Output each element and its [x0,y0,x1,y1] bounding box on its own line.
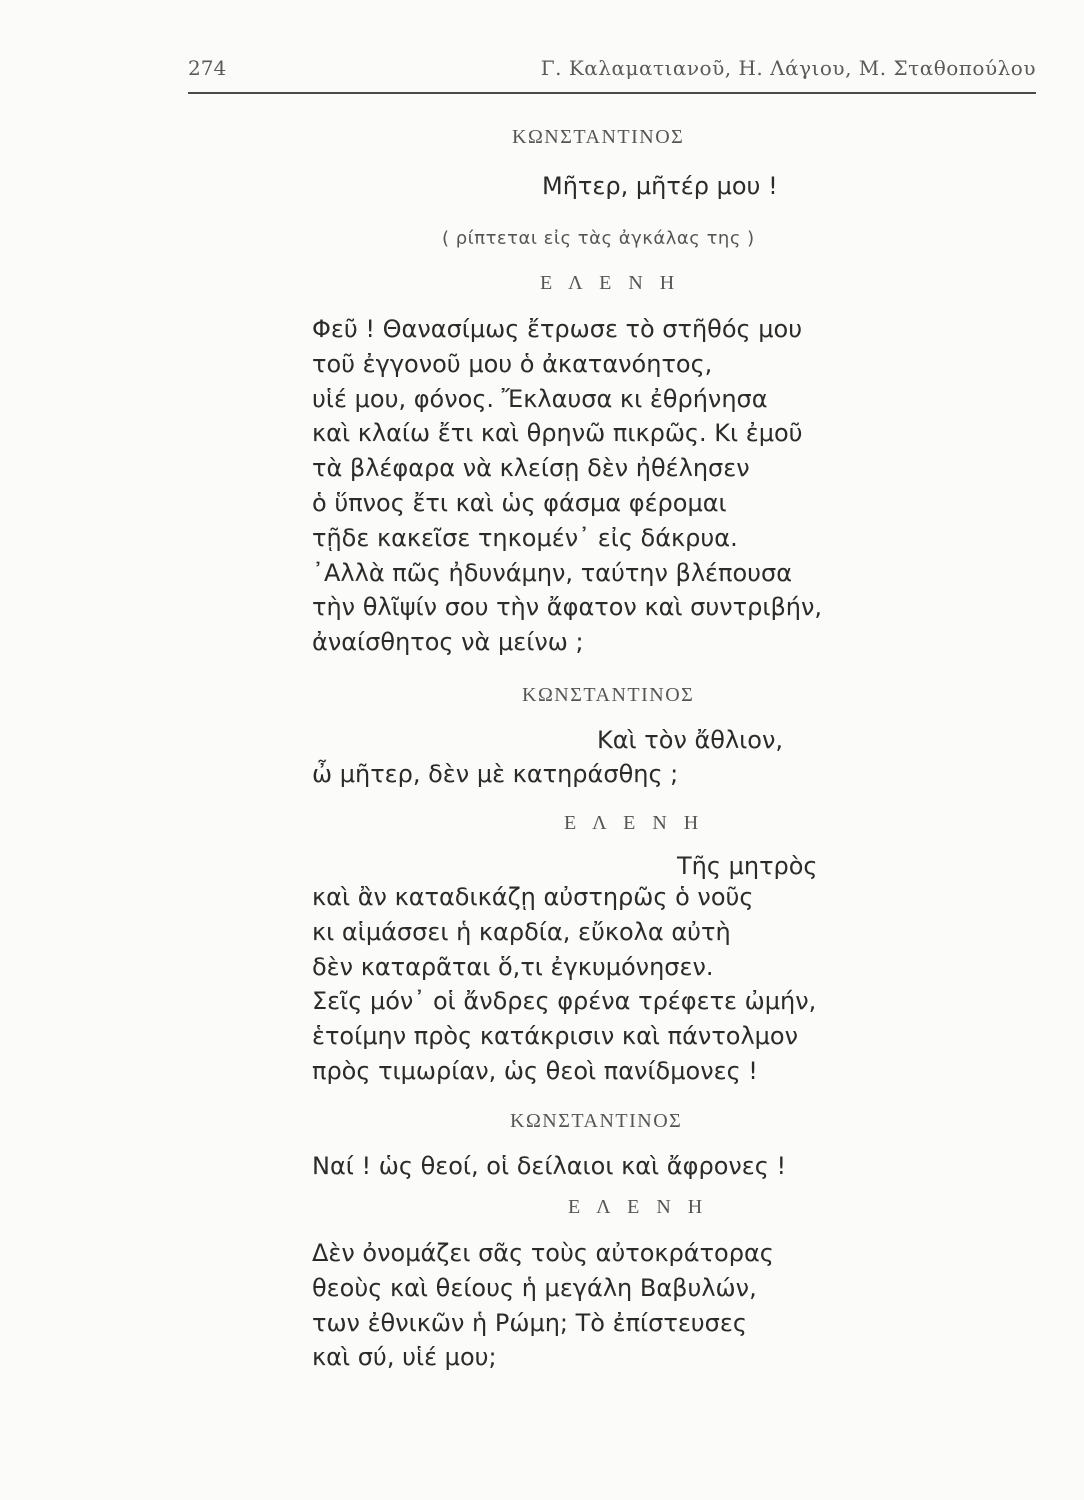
verse-line: ἀναίσθητος νὰ μείνω ; [312,628,584,657]
verse-line: καὶ κλαίω ἔτι καὶ θρηνῶ πικρῶς. Κι ἐμοῦ [312,419,803,448]
verse-line: δὲν καταρᾶται ὅ,τι ἐγκυμόνησεν. [312,952,714,981]
speaker-name: ΚΩΝΣΤΑΝΤΙΝΟΣ [512,126,685,148]
speaker-name: Ε Λ Ε Ν Η [540,272,681,294]
speaker-name: ΚΩΝΣΤΑΝΤΙΝΟΣ [510,1110,683,1132]
verse-block [312,312,822,660]
verse-line: πρὸς τιμωρίαν, ὡς θεοὶ πανίδμονες ! [312,1056,758,1085]
verse-line: θεοὺς καὶ θείους ἡ μεγάλη Βαβυλών, [312,1273,757,1302]
verse-line: υἱέ μου, φόνος. Ἔκλαυσα κι ἐθρήνησα [312,384,768,413]
verse-line: καὶ σύ, υἱέ μου; [312,1343,497,1372]
verse-line: ἑτοίμην πρὸς κατάκρισιν καὶ πάντολμον [312,1022,799,1051]
verse-line: Καὶ τὸν ἄθλιον, [597,726,784,754]
verse-line: Δὲν ὀνομάζει σᾶς τοὺς αὐτοκράτορας [312,1239,774,1267]
verse-line: Τῆς μητρὸς [677,852,818,880]
page-header [188,56,1036,94]
page-number: 274 [188,56,227,80]
verse-line: τὴν θλῖψίν σου τὴν ἄφατον καὶ συντριβήν, [312,593,823,622]
verse-line: Ναί ! ὡς θεοί, οἱ δείλαιοι καὶ ἄφρονες ! [312,1152,787,1180]
verse-block [312,1236,774,1375]
running-head: Γ. Καλαματιανοῦ, Η. Λάγιου, Μ. Σταθοπούλου [540,56,1036,80]
verse-line: Σεῖς μόν᾽ οἱ ἄνδρες φρένα τρέφετε ὠμήν, [312,987,817,1016]
verse-line: τῇδε κακεῖσε τηκομέν᾽ εἰς δάκρυα. [312,523,738,552]
verse-line: τὰ βλέφαρα νὰ κλείσῃ δὲν ἠθέλησεν [312,454,750,483]
verse-line: τοῦ ἐγγονοῦ μου ὁ ἀκατανόητος, [312,349,713,378]
verse-line: κι αἱμάσσει ἡ καρδία, εὔκολα αὐτὴ [312,917,731,946]
verse-line: Φεῦ ! Θανασίμως ἔτρωσε τὸ στῆθός μου [312,315,803,343]
verse-line: ὦ μῆτερ, δὲν μὲ κατηράσθης ; [312,760,679,788]
speaker-name: Ε Λ Ε Ν Η [568,1196,709,1218]
verse-line: των ἐθνικῶν ἡ Ρώμη; Τὸ ἐπίστευσες [312,1308,747,1337]
stage-direction: ( ρίπτεται εἰς τὰς ἀγκάλας της ) [442,228,755,249]
verse-line: ᾽Αλλὰ πῶς ἠδυνάμην, ταύτην βλέπουσα [312,558,793,587]
speaker-name: ΚΩΝΣΤΑΝΤΙΝΟΣ [522,684,695,706]
speaker-name: Ε Λ Ε Ν Η [564,812,705,834]
verse-line: Μῆτερ, μῆτέρ μου ! [542,172,778,200]
verse-line: ὁ ὕπνος ἔτι καὶ ὡς φάσμα φέρομαι [312,488,727,517]
verse-line: καὶ ἂν καταδικάζῃ αὐστηρῶς ὁ νοῦς [312,883,754,911]
verse-block [312,880,816,1089]
